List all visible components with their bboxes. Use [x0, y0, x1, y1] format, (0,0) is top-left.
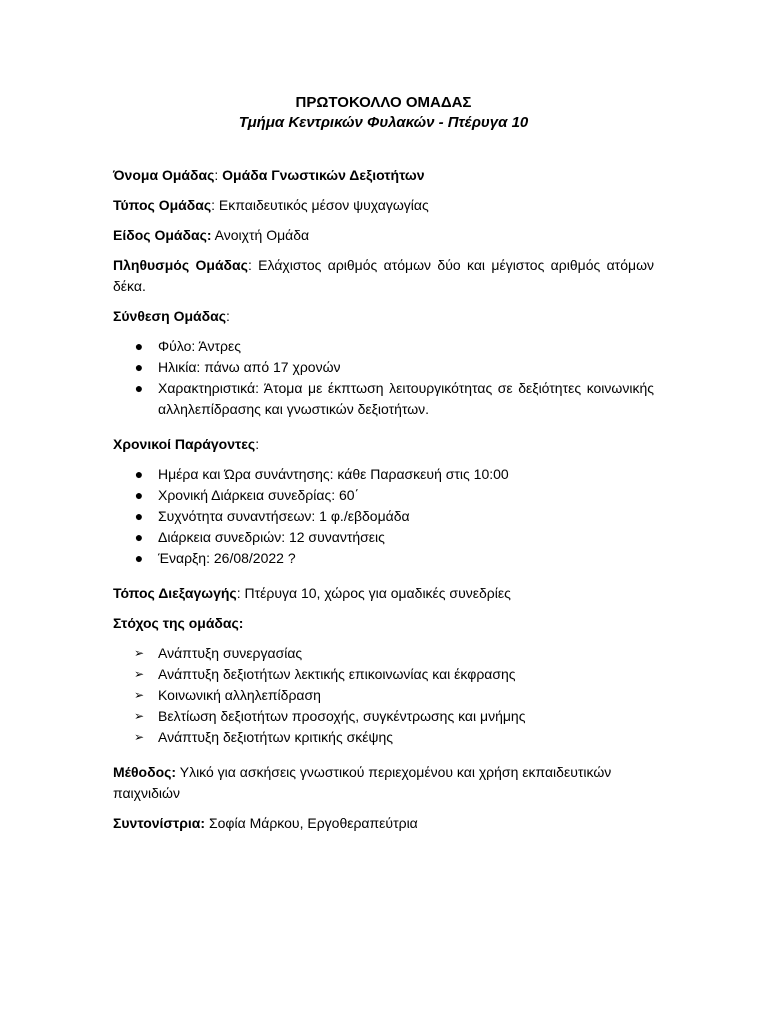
field-value: Πτέρυγα 10, χώρος για ομαδικές συνεδρίες [240, 585, 511, 601]
field-value: Εκπαιδευτικός μέσον ψυχαγωγίας [215, 197, 429, 213]
field-value: Ελάχιστος αριθμός ατόμων δύο και μέγιστος αριθμός ατόμων δέκα. [113, 257, 654, 294]
field-colon: : [236, 585, 241, 601]
field-goal [113, 613, 654, 634]
list-item: ● Χρονική Διάρκεια συνεδρίας: 60΄ [113, 485, 654, 506]
arrow-bullet-icon: ➢ [133, 646, 145, 660]
list-item: ● Διάρκεια συνεδριών: 12 συναντήσεις [113, 527, 654, 548]
bullet-dot-icon: ● [134, 550, 144, 566]
list-item: ● Χαρακτηριστικά: Άτομα με έκπτωση λειτουργικότητας σε δεξιότητες κοινωνικής αλληλεπίδρασης και γνωστικών δεξιοτήτων. [113, 378, 654, 420]
bullet-dot-icon: ● [134, 338, 144, 354]
list-item: ● Συχνότητα συναντήσεων: 1 φ./εβδομάδα [113, 506, 654, 527]
arrow-bullet-icon: ➢ [133, 709, 145, 723]
field-colon: : [211, 197, 216, 213]
field-group-type [113, 195, 654, 216]
field-value: Σοφία Μάρκου, Εργοθεραπεύτρια [205, 815, 418, 831]
arrow-bullet-icon: ➢ [133, 688, 145, 702]
field-label: Χρονικοί Παράγοντες [113, 436, 256, 452]
document-header [113, 93, 654, 133]
list-item: ● Ηλικία: πάνω από 17 χρονών [113, 357, 654, 378]
goal-list [113, 643, 654, 748]
list-item: ➢ Ανάπτυξη δεξιοτήτων κριτικής σκέψης [113, 727, 654, 748]
field-method [113, 762, 654, 804]
field-label: Πληθυσμός Ομάδας [113, 257, 248, 273]
document-body [113, 93, 654, 843]
field-group-name [113, 165, 654, 186]
bullet-dot-icon: ● [134, 508, 144, 524]
field-label: Είδος Ομάδας: [113, 227, 212, 243]
field-population [113, 255, 654, 297]
field-label: Στόχος της ομάδας: [113, 615, 244, 631]
arrow-bullet-icon: ➢ [133, 667, 145, 681]
bullet-dot-icon: ● [134, 380, 144, 396]
list-item: ➢ Κοινωνική αλληλεπίδραση [113, 685, 654, 706]
document-subtitle: Τμήμα Κεντρικών Φυλακών - Πτέρυγα 10 [238, 114, 529, 131]
field-colon: : [214, 167, 219, 183]
field-colon: : [226, 308, 230, 324]
field-label: Όνομα Ομάδας [113, 167, 215, 183]
list-item: ● Ημέρα και Ώρα συνάντησης: κάθε Παρασκευή στις 10:00 [113, 464, 654, 485]
list-item: ➢ Βελτίωση δεξιοτήτων προσοχής, συγκέντρωσης και μνήμης [113, 706, 654, 727]
list-item: ● Έναρξη: 26/08/2022 ? [113, 548, 654, 569]
bullet-dot-icon: ● [134, 359, 144, 375]
field-value: Υλικό για ασκήσεις γνωστικού περιεχομένου και χρήση εκπαιδευτικών παιχνιδιών [113, 764, 612, 801]
bullet-dot-icon: ● [134, 487, 144, 503]
field-colon: : [247, 257, 252, 273]
field-label: Μέθοδος: [113, 764, 177, 780]
field-time-factors [113, 434, 654, 455]
field-label: Σύνθεση Ομάδας [113, 308, 227, 324]
field-composition [113, 306, 654, 327]
field-coordinator [113, 813, 654, 834]
bullet-dot-icon: ● [134, 466, 144, 482]
field-value: Ανοιχτή Ομάδα [211, 227, 310, 243]
time-factors-list [113, 464, 654, 569]
field-label: Τύπος Ομάδας [113, 197, 212, 213]
list-item: ➢ Ανάπτυξη συνεργασίας [113, 643, 654, 664]
field-label: Συντονίστρια: [113, 815, 206, 831]
document-title: ΠΡΩΤΟΚΟΛΛΟ ΟΜΑΔΑΣ [295, 94, 472, 111]
field-place [113, 583, 654, 604]
list-item: ➢ Ανάπτυξη δεξιοτήτων λεκτικής επικοινωνίας και έκφρασης [113, 664, 654, 685]
field-label: Τόπος Διεξαγωγής [113, 585, 237, 601]
field-value: Ομάδα Γνωστικών Δεξιοτήτων [218, 167, 425, 183]
arrow-bullet-icon: ➢ [133, 730, 145, 744]
composition-list [113, 336, 654, 420]
field-colon: : [255, 436, 260, 452]
list-item: ● Φύλο: Άντρες [113, 336, 654, 357]
bullet-dot-icon: ● [134, 529, 144, 545]
field-group-kind [113, 225, 654, 246]
